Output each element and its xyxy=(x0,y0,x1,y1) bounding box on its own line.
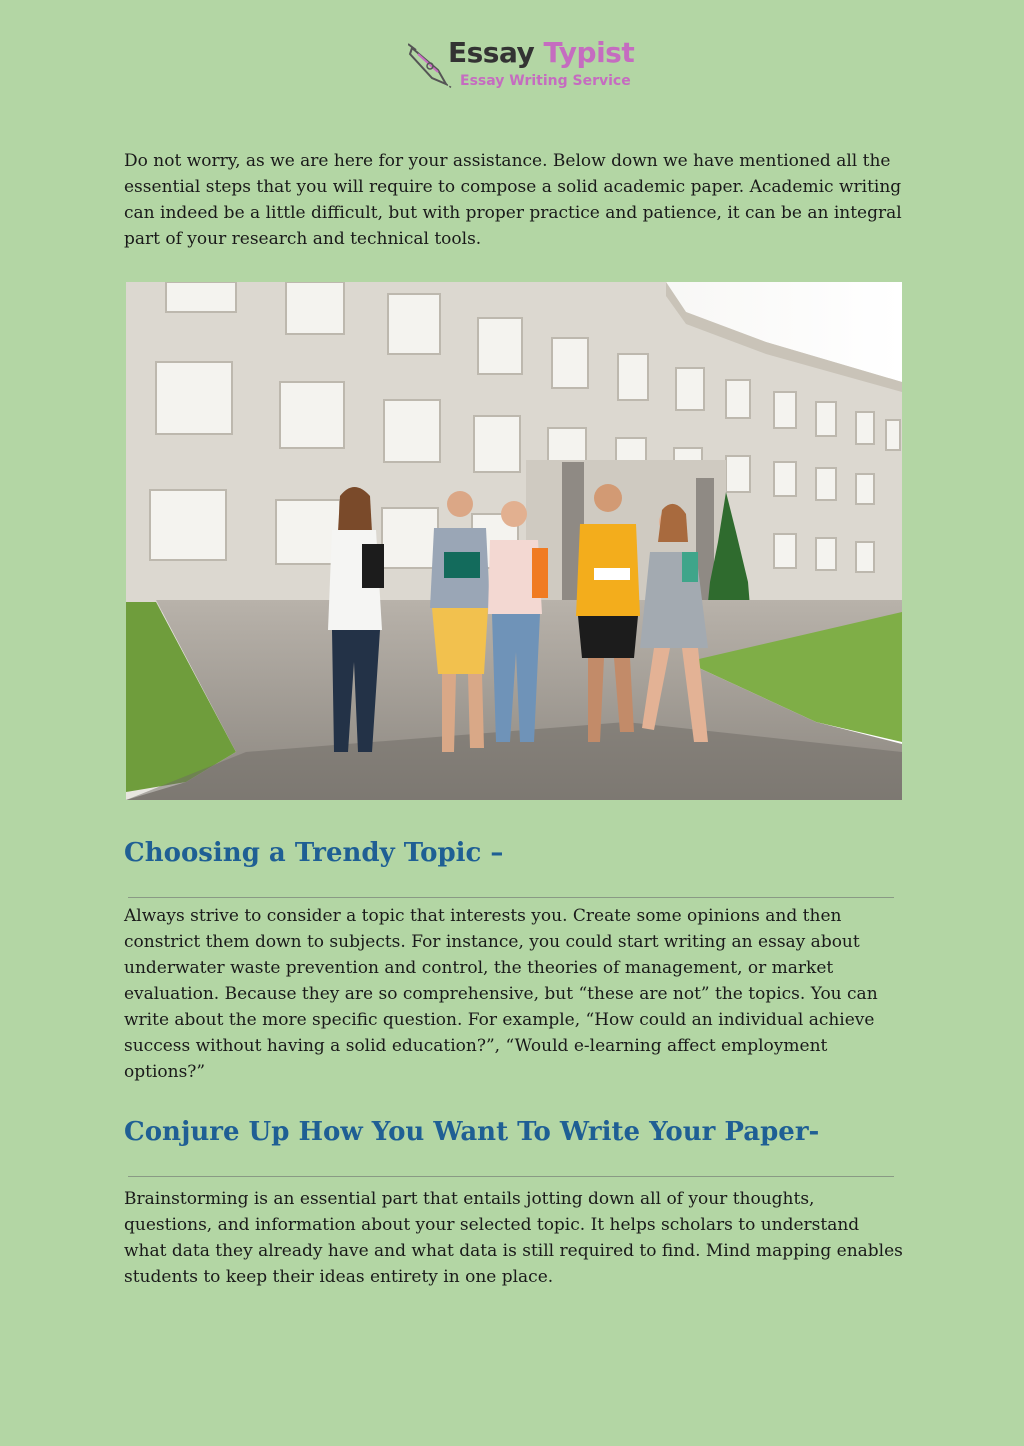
brand-word-typist: Typist xyxy=(543,36,635,69)
section-divider xyxy=(128,897,894,898)
section-heading-brainstorm: Conjure Up How You Want To Write Your Paper- xyxy=(124,1117,820,1147)
students-campus-photo xyxy=(126,282,902,800)
brand-name xyxy=(448,36,634,69)
section-heading-topic: Choosing a Trendy Topic – xyxy=(124,838,504,868)
brand-tagline: Essay Writing Service xyxy=(460,73,631,89)
brand-word-essay: Essay xyxy=(448,36,535,69)
section-body-brainstorm: Brainstorming is an essential part that entails jotting down all of your thoughts, questions, and information about your selected topic. It helps scholars to understand what data they already have and what data is still required to find. Mind mapping enables students to keep their ideas entirety in one place. xyxy=(124,1189,903,1287)
section-divider xyxy=(128,1176,894,1177)
brand-logo xyxy=(408,36,638,94)
pen-nib-icon xyxy=(408,40,452,90)
section-body-topic: Always strive to consider a topic that interests you. Create some opinions and then constrict them down to subjects. For instance, you could start writing an essay about underwater waste prevention and control, the theories of management, or market evaluation. Because they are so comprehensive, but “these are not” the topics. You can write about the more specific question. For example, “How could an individual achieve success without having a solid education?”, “Would e-learning affect employment options?” xyxy=(124,906,878,1082)
intro-paragraph: Do not worry, as we are here for your assistance. Below down we have mentioned all the essential steps that you will require to compose a solid academic paper. Academic writing can indeed be a little difficult, but with proper practice and patience, it can be an integral part of your research and technical tools. xyxy=(124,151,902,249)
